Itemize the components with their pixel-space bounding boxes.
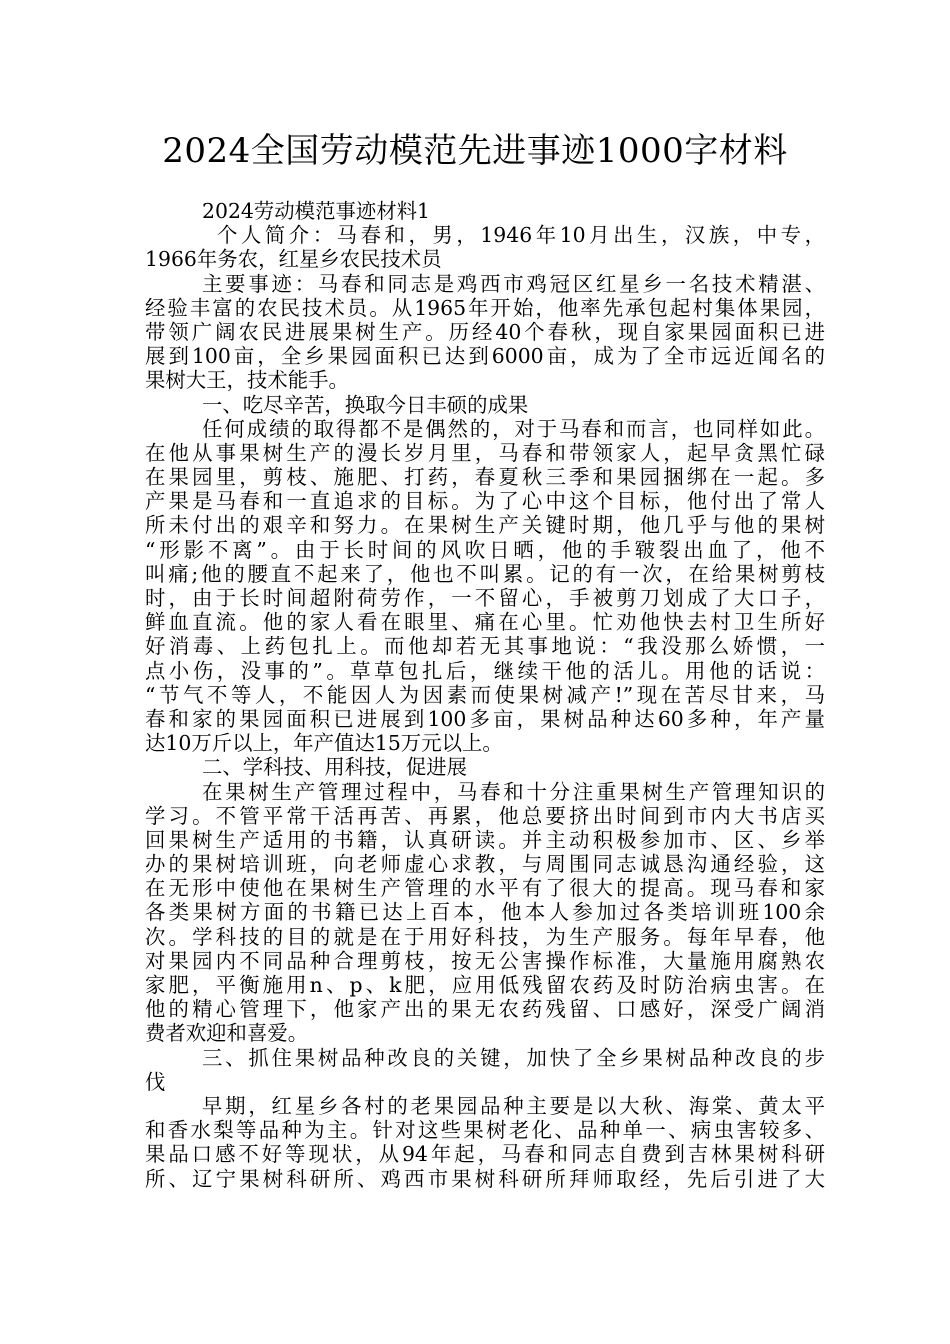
section-heading-continued: 伐 (145, 1069, 166, 1094)
subheading-line: 2024劳动模范事迹材料1 (202, 199, 430, 223)
paragraph-line: “形影不离”。由于长时间的风吹日晒，他的手皲裂出血了，他不 (145, 537, 825, 562)
paragraph-line: 对果园内不同品种合理剪枝，按无公害操作标准，大量施用腐熟农 (145, 948, 825, 973)
paragraph-line: 任何成绩的取得都不是偶然的，对于马春和而言，也同样如此。 (202, 416, 825, 441)
paragraph-line: 各类果树方面的书籍已达上百本，他本人参加过各类培训班100余 (145, 900, 825, 925)
paragraph-line: 在他从事果树生产的漫长岁月里，马春和带领家人，起早贪黑忙碌 (145, 440, 825, 465)
document-title: 2024全国劳动模范先进事迹1000字材料 (162, 131, 788, 171)
paragraph-line: 个人简介：马春和，男，1946年10月出生，汉族，中专， (217, 223, 825, 248)
paragraph-line: 和香水梨等品种为主。针对这些果树老化、品种单一、病虫害较多、 (145, 1118, 825, 1143)
paragraph-line: 展到100亩，全乡果园面积已达到6000亩，成为了全市远近闻名的 (145, 344, 825, 369)
paragraph-line: 回果树生产适用的书籍，认真研读。并主动积极参加市、区、乡举 (145, 827, 825, 852)
paragraph-line: 费者欢迎和喜爱。 (145, 1021, 309, 1046)
paragraph-line: 所、辽宁果树科研所、鸡西市果树科研所拜师取经，先后引进了大 (145, 1166, 825, 1191)
paragraph-line: 他的精心管理下，他家产出的果无农药残留、口感好，深受广阔消 (145, 997, 825, 1022)
paragraph-line: 家肥，平衡施用n、p、k肥，应用低残留农药及时防治病虫害。在 (145, 973, 825, 997)
paragraph-line: 办的果树培训班，向老师虚心求教，与周围同志诚恳沟通经验，这 (145, 852, 825, 877)
paragraph-line: 所未付出的艰辛和努力。在果树生产关键时期，他几乎与他的果树 (145, 513, 825, 538)
paragraph-line: 经验丰富的农民技术员。从1965年开始，他率先承包起村集体果园， (145, 295, 825, 320)
paragraph-line: 主要事迹：马春和同志是鸡西市鸡冠区红星乡一名技术精湛、 (202, 271, 825, 296)
paragraph-line: 点小伤，没事的”。草草包扎后，继续干他的活儿。用他的话说： (145, 658, 825, 683)
paragraph-line: 1966年务农，红星乡农民技术员 (145, 247, 442, 272)
paragraph-line: 果树大王，技术能手。 (145, 368, 349, 393)
paragraph-line: 在无形中使他在果树生产管理的水平有了很大的提高。现马春和家 (145, 876, 825, 901)
paragraph-line: 在果园里，剪枝、施肥、打药，春夏秋三季和果园捆绑在一起。多 (145, 465, 825, 490)
paragraph-line: 产果是马春和一直追求的目标。为了心中这个目标，他付出了常人 (145, 489, 825, 514)
paragraph-line: 叫痛;他的腰直不起来了，他也不叫累。记的有一次，在给果树剪枝 (145, 561, 825, 586)
paragraph-line: 在果树生产管理过程中，马春和十分注重果树生产管理知识的 (202, 779, 825, 804)
paragraph-line: 鲜血直流。他的家人看在眼里、痛在心里。忙劝他快去村卫生所好 (145, 610, 825, 635)
paragraph-line: 果品口感不好等现状，从94年起，马春和同志自费到吉林果树科研 (145, 1142, 825, 1167)
paragraph-line: 春和家的果园面积已进展到100多亩，果树品种达60多种，年产量 (145, 706, 825, 731)
document-body (145, 199, 825, 1191)
section-heading: 二、学科技、用科技，促进展 (202, 755, 468, 780)
paragraph-line: 带领广阔农民进展果树生产。历经40个春秋，现自家果园面积已进 (145, 319, 825, 344)
paragraph-line: 达10万斤以上，年产值达15万元以上。 (145, 731, 503, 756)
paragraph-line: 学习。不管平常干活再苦、再累，他总要挤出时间到市内大书店买 (145, 803, 825, 828)
paragraph-line: 好消毒、上药包扎上。而他却若无其事地说：“我没那么娇惯，一 (145, 634, 825, 659)
section-heading: 一、吃尽辛苦，换取今日丰硕的成果 (202, 392, 529, 417)
paragraph-line: 次。学科技的目的就是在于用好科技，为生产服务。每年早春，他 (145, 924, 825, 949)
section-heading: 三、抓住果树品种改良的关键，加快了全乡果树品种改良的步 (202, 1045, 825, 1070)
paragraph-line: 时，由于长时间超附荷劳作，一不留心，手被剪刀划成了大口子， (145, 586, 825, 610)
paragraph-line: 早期，红星乡各村的老果园品种主要是以大秋、海棠、黄太平 (202, 1093, 825, 1118)
paragraph-line: “节气不等人，不能因人为因素而使果树减产!”现在苦尽甘来，马 (145, 682, 825, 707)
